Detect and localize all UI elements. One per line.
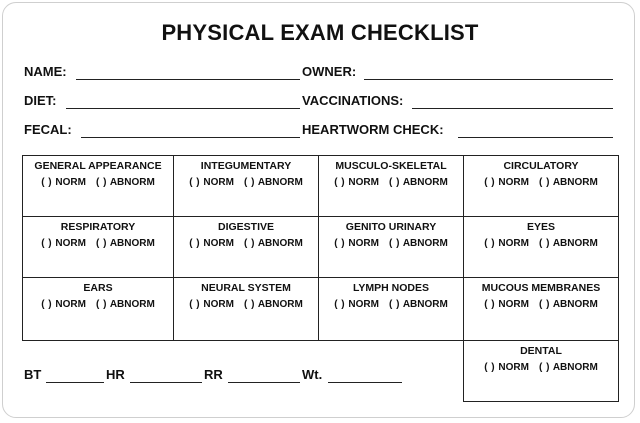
section-name: GENITO URINARY — [345, 221, 437, 233]
rr-line — [228, 382, 300, 383]
owner-label: OWNER: — [302, 64, 357, 79]
section-name: MUSCULO-SKELETAL — [335, 160, 447, 172]
abnorm-checkbox[interactable]: ( ) ABNORM — [388, 238, 448, 249]
norm-checkbox[interactable]: ( ) NORM — [484, 299, 529, 310]
fecal-line — [81, 137, 300, 138]
norm-checkbox[interactable]: ( ) NORM — [334, 299, 379, 310]
abnorm-checkbox[interactable]: ( ) ABNORM — [538, 362, 598, 373]
norm-checkbox[interactable]: ( ) NORM — [484, 177, 529, 188]
norm-checkbox[interactable]: ( ) NORM — [334, 177, 379, 188]
rr-field[interactable] — [204, 367, 300, 383]
section-name: INTEGUMENTARY — [200, 160, 292, 172]
wt-label: Wt. — [302, 367, 323, 382]
section-musculo-skeletal — [318, 155, 464, 217]
diet-field[interactable] — [24, 93, 300, 109]
section-lymph-nodes — [318, 277, 464, 341]
abnorm-checkbox[interactable]: ( ) ABNORM — [538, 177, 598, 188]
owner-line — [364, 79, 613, 80]
section-genito-urinary — [318, 216, 464, 278]
section-digestive — [173, 216, 319, 278]
heartworm-label: HEARTWORM CHECK: — [302, 122, 444, 137]
norm-checkbox[interactable]: ( ) NORM — [189, 299, 234, 310]
fecal-field[interactable] — [24, 122, 300, 138]
section-dental — [463, 340, 619, 402]
name-field[interactable] — [24, 64, 300, 80]
abnorm-checkbox[interactable]: ( ) ABNORM — [538, 299, 598, 310]
diet-line — [66, 108, 300, 109]
abnorm-checkbox[interactable]: ( ) ABNORM — [243, 238, 303, 249]
section-integumentary — [173, 155, 319, 217]
abnorm-checkbox[interactable]: ( ) ABNORM — [95, 177, 155, 188]
hr-label: HR — [106, 367, 125, 382]
owner-field[interactable] — [302, 64, 613, 80]
section-eyes — [463, 216, 619, 278]
section-name: CIRCULATORY — [503, 160, 579, 172]
heartworm-line — [458, 137, 613, 138]
abnorm-checkbox[interactable]: ( ) ABNORM — [388, 177, 448, 188]
wt-line — [328, 382, 402, 383]
vaccinations-field[interactable] — [302, 93, 613, 109]
section-name: DENTAL — [520, 345, 562, 357]
abnorm-checkbox[interactable]: ( ) ABNORM — [243, 177, 303, 188]
bt-field[interactable] — [24, 367, 104, 383]
vaccinations-line — [412, 108, 613, 109]
norm-checkbox[interactable]: ( ) NORM — [41, 238, 86, 249]
exam-grid — [22, 155, 619, 373]
name-label: NAME: — [24, 64, 67, 79]
abnorm-checkbox[interactable]: ( ) ABNORM — [388, 299, 448, 310]
norm-checkbox[interactable]: ( ) NORM — [334, 238, 379, 249]
norm-checkbox[interactable]: ( ) NORM — [484, 362, 529, 373]
section-name: RESPIRATORY — [60, 221, 136, 233]
section-respiratory — [22, 216, 174, 278]
heartworm-field[interactable] — [302, 122, 613, 138]
section-name: GENERAL APPEARANCE — [34, 160, 162, 172]
norm-checkbox[interactable]: ( ) NORM — [189, 177, 234, 188]
section-name: NEURAL SYSTEM — [201, 282, 291, 294]
abnorm-checkbox[interactable]: ( ) ABNORM — [95, 299, 155, 310]
abnorm-checkbox[interactable]: ( ) ABNORM — [538, 238, 598, 249]
abnorm-checkbox[interactable]: ( ) ABNORM — [95, 238, 155, 249]
hr-field[interactable] — [106, 367, 202, 383]
page-title: PHYSICAL EXAM CHECKLIST — [161, 20, 479, 45]
fecal-label: FECAL: — [24, 122, 72, 137]
norm-checkbox[interactable]: ( ) NORM — [189, 238, 234, 249]
section-circulatory — [463, 155, 619, 217]
vaccinations-label: VACCINATIONS: — [302, 93, 404, 108]
diet-label: DIET: — [24, 93, 57, 108]
section-general-appearance — [22, 155, 174, 217]
section-mucous-membranes — [463, 277, 619, 341]
bt-line — [46, 382, 104, 383]
section-name: DIGESTIVE — [217, 221, 274, 233]
section-name: EYES — [526, 221, 555, 233]
section-name: EARS — [83, 282, 113, 294]
section-name: LYMPH NODES — [352, 282, 430, 294]
wt-field[interactable] — [302, 367, 402, 383]
norm-checkbox[interactable]: ( ) NORM — [41, 177, 86, 188]
section-name: MUCOUS MEMBRANES — [481, 282, 601, 294]
section-ears — [22, 277, 174, 341]
norm-checkbox[interactable]: ( ) NORM — [41, 299, 86, 310]
name-line — [76, 79, 300, 80]
rr-label: RR — [204, 367, 223, 382]
section-neural-system — [173, 277, 319, 341]
hr-line — [130, 382, 202, 383]
abnorm-checkbox[interactable]: ( ) ABNORM — [243, 299, 303, 310]
norm-checkbox[interactable]: ( ) NORM — [484, 238, 529, 249]
bt-label: BT — [24, 367, 42, 382]
